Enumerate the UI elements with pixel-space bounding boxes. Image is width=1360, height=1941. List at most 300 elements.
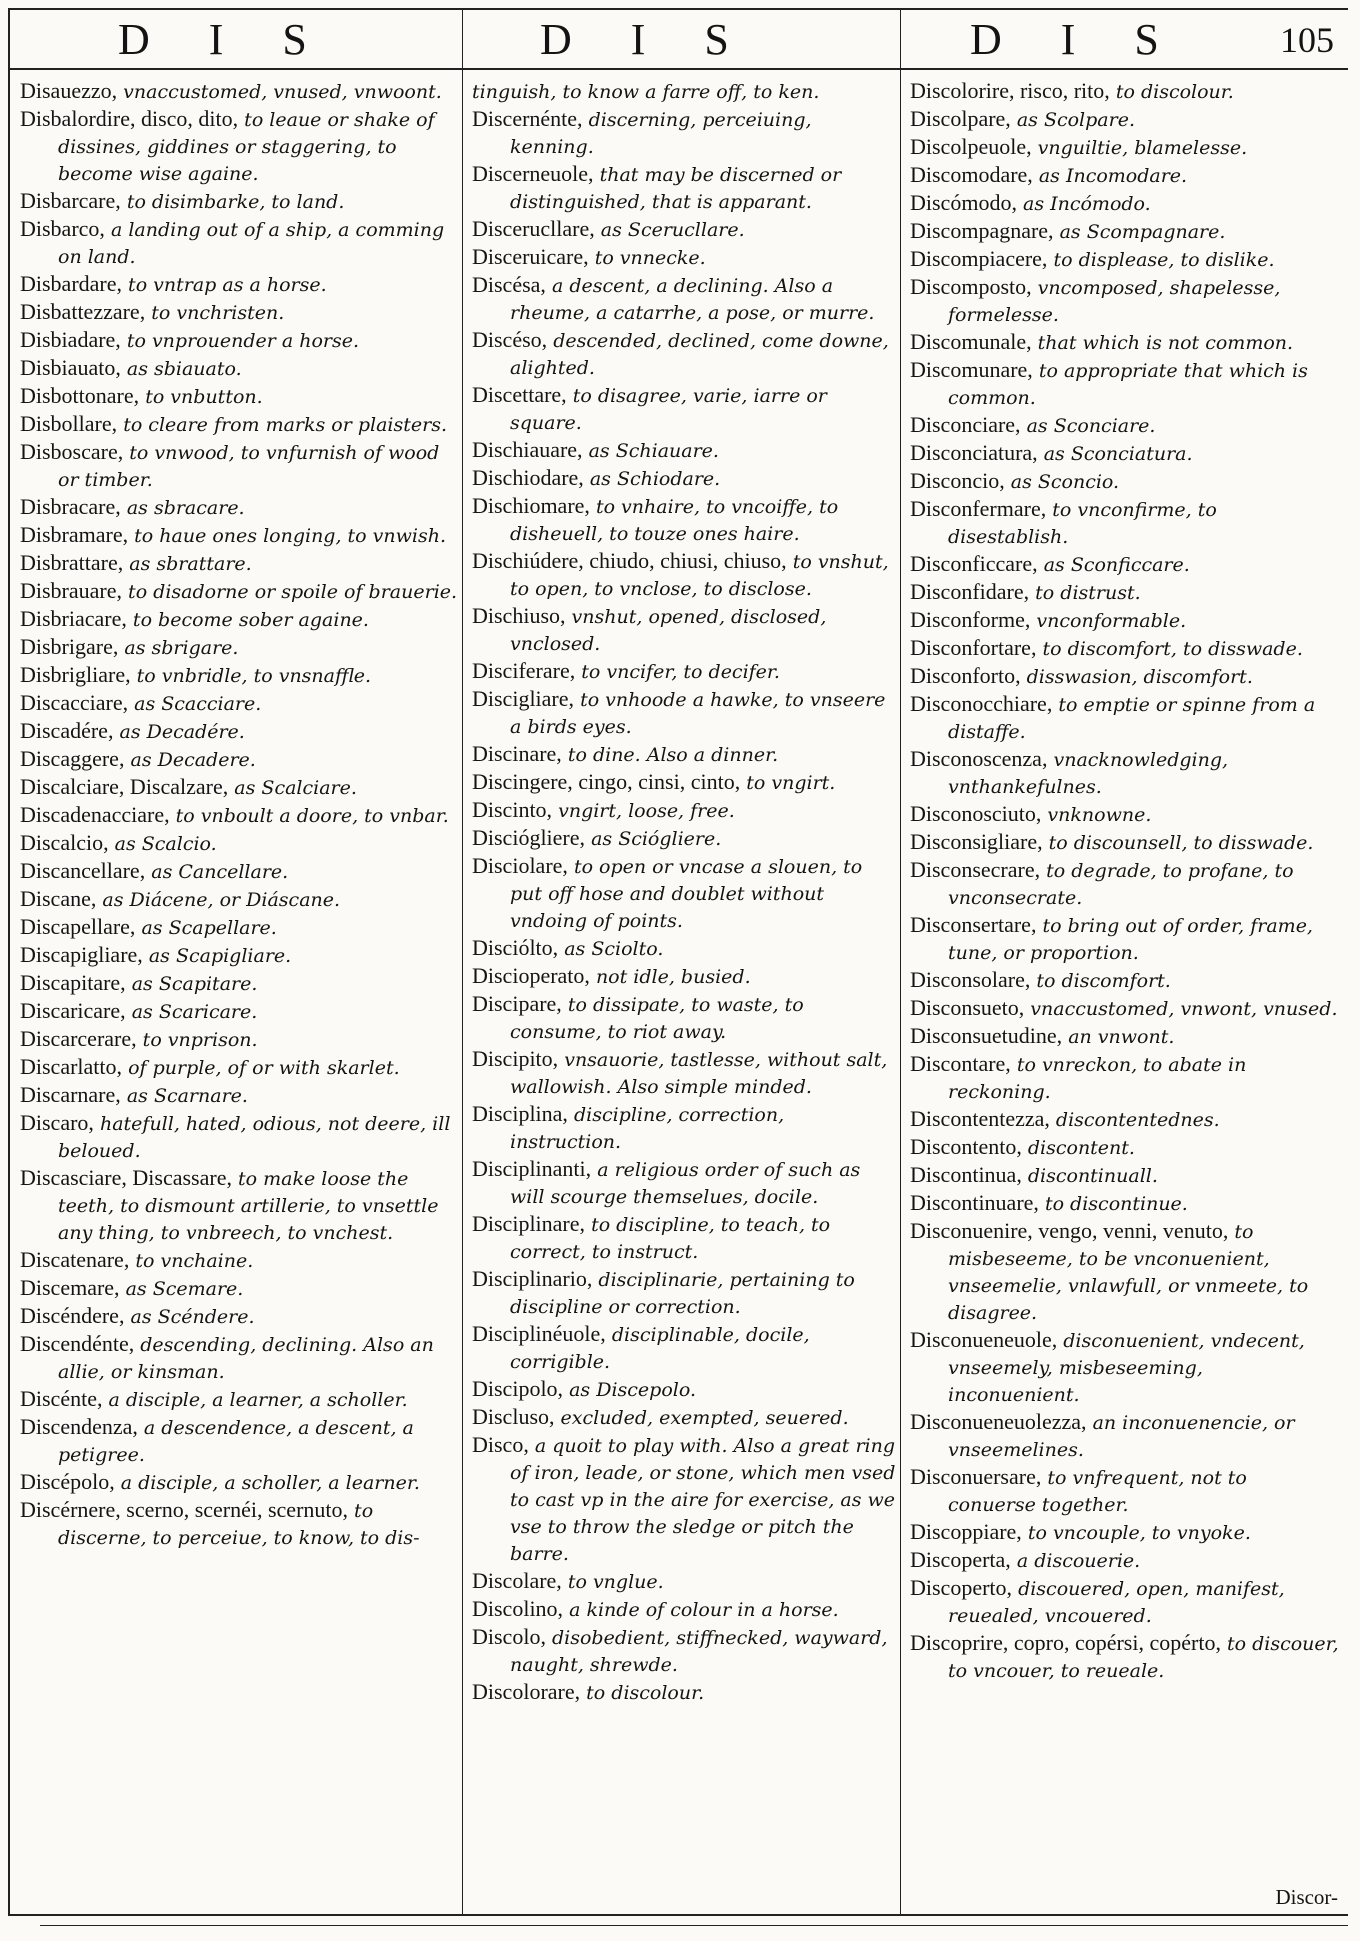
headword: Disconforto, (910, 663, 1021, 688)
dictionary-entry (910, 162, 1340, 189)
definition: to vnfrequent, not to conuerse together. (948, 1467, 1247, 1516)
dictionary-entry (910, 106, 1340, 133)
dictionary-entry (20, 774, 460, 801)
headword: Discoprire, copro, copérsi, copérto, (910, 1630, 1221, 1655)
dictionary-entry (472, 1046, 898, 1100)
headword: Discernénte, (472, 106, 583, 131)
definition: as sbrattare. (123, 553, 252, 575)
dictionary-entry (472, 1376, 898, 1403)
headword: Discarcerare, (20, 1026, 137, 1051)
headword: Disbrauare, (20, 578, 123, 603)
definition: as Decadére. (113, 721, 245, 743)
headword: Discipare, (472, 991, 562, 1016)
dictionary-entry (20, 998, 460, 1025)
definition: as Scaricare. (125, 1001, 258, 1023)
headword: Disconuenire, vengo, venni, venuto, (910, 1218, 1229, 1243)
definition: to vncifer, to decifer. (575, 661, 780, 683)
dictionary-entry (910, 829, 1340, 856)
headword: Disciplina, (472, 1101, 568, 1126)
headword: Disciplinario, (472, 1266, 593, 1291)
dictionary-entry (472, 1156, 898, 1210)
dictionary-entry (20, 858, 460, 885)
dictionary-entry (910, 746, 1340, 800)
definition: excluded, exempted, seuered. (554, 1407, 849, 1429)
column-rule (900, 70, 901, 1914)
headword: Discolorare, (472, 1679, 581, 1704)
definition: vngirt, loose, free. (552, 800, 735, 822)
headword: Disbrigliare, (20, 662, 131, 687)
headword: Disconsecrare, (910, 857, 1041, 882)
dictionary-entry (910, 1051, 1340, 1105)
headword: Dischiauare, (472, 437, 583, 462)
dictionary-entry (910, 1023, 1340, 1050)
dictionary-entry (472, 1596, 898, 1623)
dictionary-entry (910, 1575, 1340, 1629)
dictionary-entry (910, 1547, 1340, 1574)
headword: Disbalordire, disco, dito, (20, 106, 239, 131)
definition: as Scompagnare. (1053, 221, 1226, 243)
dictionary-entry (20, 1110, 460, 1164)
dictionary-entry (472, 1568, 898, 1595)
dictionary-entry (20, 914, 460, 941)
definition: to discomfort, to disswade. (1036, 638, 1303, 660)
dictionary-entry (910, 691, 1340, 745)
definition: an vnwont. (1062, 1026, 1175, 1048)
dictionary-entry (910, 412, 1340, 439)
definition: as Decadere. (124, 749, 256, 771)
definition: to misbeseeme, to be vnconuenient, vnseemelie, vnlawfull, or vnmeete, to disagree. (948, 1221, 1309, 1324)
headword: Disauezzo, (20, 78, 118, 103)
dictionary-entry (20, 327, 460, 354)
definition: as Cancellare. (145, 861, 289, 883)
headword: Disbarco, (20, 216, 105, 241)
dictionary-entry (20, 1026, 460, 1053)
dictionary-entry (910, 1519, 1340, 1546)
dictionary-entry (20, 494, 460, 521)
dictionary-page (8, 8, 1348, 1916)
definition: to displease, to dislike. (1047, 249, 1275, 271)
definition: to vnreckon, to abate in reckoning. (948, 1054, 1247, 1103)
dictionary-entry (20, 1303, 460, 1330)
headword: Discoperta, (910, 1547, 1011, 1572)
headword: Disciferare, (472, 658, 576, 683)
headword: Disbarcare, (20, 188, 121, 213)
dictionary-entry (20, 355, 460, 382)
headword: Disbrigare, (20, 634, 119, 659)
definition: discontentednes. (1049, 1109, 1220, 1131)
definition: disconuenient, vndecent, vnseemely, misbeseeming, inconuenient. (948, 1330, 1305, 1406)
definition: to vnprison. (136, 1029, 258, 1051)
dictionary-entry (472, 78, 898, 105)
dictionary-entry (910, 967, 1340, 994)
running-title-left: D I S (118, 15, 331, 64)
dictionary-entry (20, 522, 460, 549)
headword: Disconosciuto, (910, 801, 1042, 826)
dictionary-entry (20, 634, 460, 661)
headword: Discarlatto, (20, 1054, 123, 1079)
dictionary-entry (910, 134, 1340, 161)
definition: to vnconfirme, to disestablish. (948, 499, 1217, 548)
dictionary-entry (910, 1327, 1340, 1408)
headword: Discaggere, (20, 746, 125, 771)
headword: Disconforme, (910, 607, 1031, 632)
definition: descending, declining. Also an allie, or kinsman. (58, 1334, 434, 1383)
definition: disobedient, stiffnecked, wayward, naught, shrewde. (510, 1627, 888, 1676)
definition: to discolour. (580, 1682, 705, 1704)
definition: vnaccustomed, vnused, vnwoont. (117, 81, 442, 103)
headword: Discaricare, (20, 998, 126, 1023)
headword: Discapigliare, (20, 942, 143, 967)
definition: to discipline, to teach, to correct, to instruct. (510, 1214, 831, 1263)
definition: to vnboult a doore, to vnbar. (169, 805, 449, 827)
definition: a descendence, a descent, a petigree. (58, 1417, 414, 1466)
definition: vnaccustomed, vnwont, vnused. (1024, 998, 1338, 1020)
headword: Discontentezza, (910, 1106, 1050, 1131)
definition: to leaue or shake of dissines, giddines or staggering, to become wise againe. (58, 109, 435, 185)
definition: discontent. (1021, 1137, 1135, 1159)
definition: as Discepolo. (563, 1379, 696, 1401)
dictionary-entry (472, 1321, 898, 1375)
definition: to disimbarke, to land. (120, 191, 345, 213)
headword: Disconficcare, (910, 551, 1038, 576)
header-divider (900, 10, 901, 70)
definition: as Scapigliare. (142, 945, 292, 967)
dictionary-entry (20, 1275, 460, 1302)
definition: to vncouple, to vnyoke. (1021, 1522, 1251, 1544)
headword: Disciplinéuole, (472, 1321, 606, 1346)
page-number: 105 (1280, 20, 1334, 60)
dictionary-entry (472, 327, 898, 381)
headword: Disconciare, (910, 412, 1021, 437)
dictionary-entry (472, 853, 898, 934)
dictionary-entry (20, 383, 460, 410)
definition: to vnprouender a horse. (120, 330, 360, 352)
headword: Discipito, (472, 1046, 559, 1071)
column-3 (910, 78, 1340, 1685)
dictionary-entry (472, 1266, 898, 1320)
dictionary-entry (910, 912, 1340, 966)
definition: to discerne, to perceiue, to know, to dis- (58, 1500, 420, 1549)
headword: Discalcio, (20, 830, 109, 855)
headword: Dischiomare, (472, 493, 590, 518)
headword: Discéso, (472, 327, 548, 352)
headword: Disconciatura, (910, 440, 1038, 465)
headword: Disboscare, (20, 439, 124, 464)
dictionary-entry (472, 825, 898, 852)
headword: Discontinua, (910, 1162, 1022, 1187)
dictionary-entry (20, 746, 460, 773)
dictionary-entry (910, 329, 1340, 356)
headword: Discerneuole, (472, 161, 594, 186)
definition: as sbrigare. (118, 637, 239, 659)
definition: to degrade, to profane, to vnconsecrate. (948, 860, 1294, 909)
definition: vnknowne. (1041, 804, 1152, 826)
headword: Discomposto, (910, 274, 1032, 299)
definition: as Scapitare. (125, 973, 258, 995)
dictionary-entry (910, 857, 1340, 911)
definition: a discouerie. (1010, 1550, 1141, 1572)
definition: a disciple, a scholler, a learner. (114, 1472, 420, 1494)
headword: Discigliare, (472, 686, 575, 711)
definition: to vntrap as a horse. (122, 274, 327, 296)
definition: to bring out of order, frame, tune, or proportion. (948, 915, 1313, 964)
dictionary-entry (472, 161, 898, 215)
column-2 (472, 78, 898, 1707)
running-header (10, 8, 1348, 70)
dictionary-entry (472, 382, 898, 436)
definition: to discouer, to vncouer, to reueale. (948, 1633, 1339, 1682)
headword: Disconfermare, (910, 496, 1047, 521)
bottom-rule (40, 1925, 1348, 1926)
dictionary-entry (20, 802, 460, 829)
headword: Discolino, (472, 1596, 564, 1621)
dictionary-entry (910, 635, 1340, 662)
dictionary-entry (472, 1432, 898, 1567)
dictionary-entry (472, 1624, 898, 1678)
definition: to haue ones longing, to vnwish. (128, 525, 446, 547)
dictionary-entry (20, 78, 460, 105)
definition: as Sconciare. (1020, 415, 1156, 437)
definition: to discontinue. (1038, 1193, 1188, 1215)
definition: to discomfort. (1030, 970, 1171, 992)
headword: Discoperto, (910, 1575, 1013, 1600)
headword: Disco, (472, 1432, 529, 1457)
headword: Disbattezzare, (20, 299, 146, 324)
headword: Discérnere, scerno, scernéi, scernuto, (20, 1497, 349, 1522)
headword: Disbramare, (20, 522, 129, 547)
dictionary-entry (910, 1162, 1340, 1189)
headword: Discingere, cingo, cinsi, cinto, (472, 769, 741, 794)
definition: to vnbridle, to vnsnaffle. (130, 665, 372, 687)
headword: Disbollare, (20, 411, 118, 436)
dictionary-entry (910, 496, 1340, 550)
dictionary-entry (910, 468, 1340, 495)
headword: Disconcio, (910, 468, 1005, 493)
headword: Discomunare, (910, 357, 1033, 382)
headword: Disconfortare, (910, 635, 1037, 660)
column-rule (462, 70, 463, 1914)
definition: as Sconciatura. (1037, 443, 1193, 465)
headword: Discacciare, (20, 690, 129, 715)
dictionary-entry (472, 493, 898, 547)
headword: Discluso, (472, 1404, 555, 1429)
header-divider (462, 10, 463, 70)
dictionary-entry (472, 769, 898, 796)
definition: to disagree, varie, iarre or square. (510, 385, 827, 434)
headword: Discontinuare, (910, 1190, 1039, 1215)
definition: that which is not common. (1031, 332, 1294, 354)
headword: Disbiauato, (20, 355, 121, 380)
definition: vnacknowledging, vnthankefulnes. (948, 749, 1229, 798)
dictionary-entry (20, 216, 460, 270)
headword: Disbardare, (20, 271, 123, 296)
headword: Disconueneuolezza, (910, 1409, 1087, 1434)
headword: Discancellare, (20, 858, 146, 883)
definition: as Diácene, or Diáscane. (96, 889, 341, 911)
definition: vnguiltie, blamelesse. (1031, 137, 1248, 159)
dictionary-entry (20, 718, 460, 745)
headword: Discénte, (20, 1386, 103, 1411)
definition: to make loose the teeth, to dismount artillerie, to vnsettle any thing, to vnbreech, to vnchest. (58, 1168, 439, 1244)
dictionary-entry (20, 411, 460, 438)
dictionary-entry (472, 1211, 898, 1265)
dictionary-entry (472, 603, 898, 657)
dictionary-entry (910, 190, 1340, 217)
headword: Discómodo, (910, 190, 1017, 215)
definition: as Scemare. (119, 1278, 244, 1300)
dictionary-entry (472, 963, 898, 990)
headword: Disbottonare, (20, 383, 140, 408)
headword: Discinare, (472, 741, 562, 766)
headword: Discapellare, (20, 914, 136, 939)
headword: Discolorire, risco, rito, (910, 78, 1110, 103)
dictionary-entry (472, 1101, 898, 1155)
headword: Discipolo, (472, 1376, 564, 1401)
definition: descended, declined, come downe, alighted. (510, 330, 889, 379)
headword: Disciolare, (472, 853, 568, 878)
definition: that may be discerned or distinguished, that is apparant. (510, 164, 842, 213)
definition: vnconformable. (1030, 610, 1187, 632)
dictionary-entry (910, 551, 1340, 578)
definition: discouered, open, manifest, reuealed, vncouered. (948, 1578, 1285, 1627)
headword: Dischiodare, (472, 465, 584, 490)
dictionary-entry (472, 658, 898, 685)
definition: as Scalcio. (108, 833, 217, 855)
definition: as Sciolto. (558, 938, 664, 960)
dictionary-entry (910, 1134, 1340, 1161)
dictionary-entry (472, 1404, 898, 1431)
running-title-right: D I S (970, 15, 1183, 64)
dictionary-entry (20, 1414, 460, 1468)
dictionary-entry (472, 437, 898, 464)
definition: to emptie or spinne from a distaffe. (948, 694, 1316, 743)
definition: hatefull, hated, odious, not deere, ill beloued. (58, 1113, 451, 1162)
headword: Disbiadare, (20, 327, 121, 352)
definition: tinguish, to know a farre off, to ken. (472, 81, 820, 103)
definition: to vnbutton. (139, 386, 263, 408)
definition: as Scacciare. (128, 693, 262, 715)
definition: not idle, busied. (589, 966, 751, 988)
headword: Discomunale, (910, 329, 1032, 354)
headword: Discaro, (20, 1110, 94, 1135)
headword: Discalciare, Discalzare, (20, 774, 229, 799)
headword: Disbrattare, (20, 550, 124, 575)
definition: vncomposed, shapelesse, formelesse. (948, 277, 1281, 326)
definition: a descent, a declining. Also a rheume, a catarrhe, a pose, or murre. (510, 275, 875, 324)
dictionary-entry (910, 607, 1340, 634)
headword: Disceruicare, (472, 244, 589, 269)
headword: Disconueneuole, (910, 1327, 1058, 1352)
definition: a religious order of such as will scourge themselues, docile. (510, 1159, 861, 1208)
dictionary-entry (910, 1190, 1340, 1217)
definition: to cleare from marks or plaisters. (117, 414, 448, 436)
dictionary-entry (20, 1331, 460, 1385)
headword: Disconsolare, (910, 967, 1031, 992)
headword: Discadére, (20, 718, 114, 743)
dictionary-entry (20, 550, 460, 577)
dictionary-entry (472, 741, 898, 768)
definition: as sbracare. (120, 497, 245, 519)
definition: as Scéndere. (124, 1306, 255, 1328)
headword: Disconoscenza, (910, 746, 1048, 771)
dictionary-entry (472, 216, 898, 243)
definition: as Schiodare. (583, 468, 721, 490)
definition: to vnchristen. (145, 302, 285, 324)
dictionary-entry (20, 970, 460, 997)
dictionary-entry (910, 357, 1340, 411)
definition: to vnshut, to open, to vnclose, to disclose. (510, 551, 889, 600)
definition: as Sciógliere. (585, 828, 722, 850)
headword: Discolo, (472, 1624, 546, 1649)
definition: as Scalciare. (228, 777, 357, 799)
headword: Discompiacere, (910, 246, 1048, 271)
headword: Discinto, (472, 797, 553, 822)
dictionary-entry (910, 995, 1340, 1022)
headword: Discettare, (472, 382, 567, 407)
definition: to become sober againe. (126, 609, 369, 631)
headword: Discomodare, (910, 162, 1033, 187)
definition: vnsauorie, tastlesse, without salt, wallowish. Also simple minded. (510, 1049, 888, 1098)
dictionary-entry (20, 578, 460, 605)
dictionary-entry (20, 1165, 460, 1246)
running-title-center: D I S (540, 15, 753, 64)
headword: Discerucllare, (472, 216, 595, 241)
headword: Discontento, (910, 1134, 1022, 1159)
definition: to appropriate that which is common. (948, 360, 1308, 409)
definition: of purple, of or with skarlet. (122, 1057, 400, 1079)
dictionary-entry (472, 272, 898, 326)
definition: to vnnecke. (588, 247, 706, 269)
definition: a disciple, a learner, a scholler. (102, 1389, 408, 1411)
dictionary-entry (20, 606, 460, 633)
definition: as Sconficcare. (1037, 554, 1190, 576)
catchword: Discor- (1275, 1885, 1338, 1909)
dictionary-entry (20, 1469, 460, 1496)
dictionary-entry (20, 439, 460, 493)
dictionary-entry (472, 686, 898, 740)
definition: to dine. Also a dinner. (561, 744, 779, 766)
definition: an inconuenencie, or vnseemelines. (948, 1412, 1295, 1461)
definition: to vnhoode a hawke, to vnseere a birds eyes. (510, 689, 886, 738)
definition: as Sconcio. (1004, 471, 1120, 493)
headword: Discolare, (472, 1568, 562, 1593)
headword: Disciógliere, (472, 825, 586, 850)
headword: Disconuersare, (910, 1464, 1042, 1489)
dictionary-entry (910, 1218, 1340, 1326)
definition: as Incómodo. (1016, 193, 1151, 215)
headword: Discapitare, (20, 970, 126, 995)
headword: Discolpare, (910, 106, 1011, 131)
headword: Discépolo, (20, 1469, 115, 1494)
definition: as Scolpare. (1010, 109, 1135, 131)
headword: Disconsueto, (910, 995, 1025, 1020)
dictionary-entry (20, 1054, 460, 1081)
definition: as Schiauare. (582, 440, 719, 462)
dictionary-entry (20, 1386, 460, 1413)
dictionary-entry (472, 106, 898, 160)
definition: as sbiauato. (120, 358, 242, 380)
headword: Disciplinanti, (472, 1156, 592, 1181)
dictionary-entry (472, 991, 898, 1045)
definition: discontinuall. (1021, 1165, 1158, 1187)
definition: to dissipate, to waste, to consume, to riot away. (510, 994, 804, 1043)
dictionary-entry (910, 801, 1340, 828)
definition: to open or vncase a slouen, to put off hose and doublet without vndoing of points. (510, 856, 863, 932)
headword: Discendenza, (20, 1414, 138, 1439)
column-1 (20, 78, 460, 1552)
headword: Discemare, (20, 1275, 120, 1300)
definition: disswasion, discomfort. (1020, 666, 1253, 688)
